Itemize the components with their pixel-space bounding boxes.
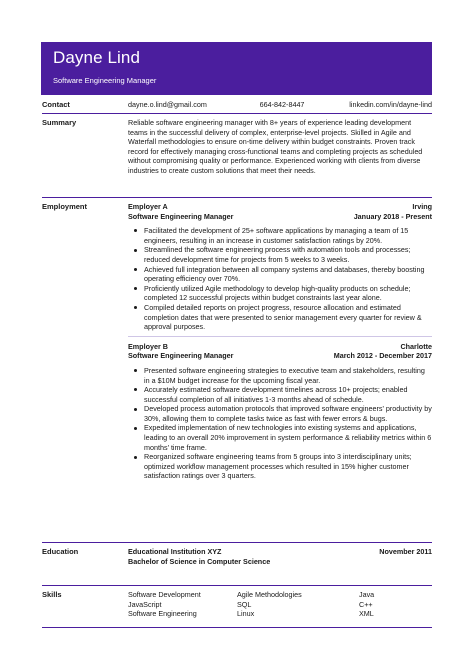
skill-item: Software Development [128,590,201,599]
employment-content [128,202,432,481]
employer-name: Employer B [128,341,168,351]
education-content [128,547,432,566]
skills-grid [128,590,432,619]
employment-label: Employment [42,202,88,211]
skill-item: Agile Methodologies [237,590,302,599]
bullet-item: Facilitated the development of 25+ software applications by managing a team of 15 engineers, resulting in an increase in customer satisfaction ratings by 20%. [128,226,432,245]
divider [42,113,432,114]
job-entry [128,342,432,481]
bullet-item: Reorganized software engineering teams from 5 groups into 3 interdisciplinary units; optimized workflow management processes which resulted in 15% higher customer satisfaction ratings over 3 quarters. [128,452,432,481]
job-role: Software Engineering Manager [128,351,234,361]
skill-item: Software Engineering [128,609,197,619]
institution-name: Educational Institution XYZ [128,547,222,556]
skills-label: Skills [42,590,62,599]
skill-item: Linux [237,609,255,619]
job-entry [128,202,432,332]
skills-column [237,590,359,619]
divider [42,585,432,586]
summary-label: Summary [42,118,77,127]
job-dates: January 2018 - Present [353,211,432,221]
skill-item: C++ [359,599,373,609]
contact-section [42,100,432,112]
bullet-item: Achieved full integration between all company systems and databases, thereby boosting operating efficiency over 70%. [128,265,432,284]
summary-section [42,118,432,195]
bullet-item: Compiled detailed reports on project progress, resource allocation and estimated completion dates that were presented to senior management every quarter for review & approval purposes. [128,303,432,332]
email-link[interactable]: dayne.o.lind@gmail.com [128,100,207,109]
phone-text: 664-842-8447 [259,100,305,109]
skill-item: Java [359,590,375,599]
skill-item: XML [359,609,374,619]
skills-column [359,590,432,619]
candidate-name: Dayne Lind [53,48,141,67]
divider [42,542,432,543]
divider [42,627,432,628]
education-date: November 2011 [379,547,432,556]
divider [42,197,432,198]
employer-name: Employer A [128,202,168,211]
employment-section [42,202,432,539]
job-divider [128,336,432,337]
contact-row [128,100,432,110]
job-bullets [128,366,432,481]
bullet-item: Expedited implementation of new technologies into existing systems and applications, leading to an overall 20% improvement in system performance & reliability metrics within 6 months' time frame. [128,423,432,452]
degree-name: Bachelor of Science in Computer Science [128,556,271,566]
resume-header [41,42,432,95]
skills-section [42,590,432,622]
bullet-item: Presented software engineering strategies to executive team and stakeholders, resulting in a $10M budget increase for the upcoming fiscal year. [128,366,432,385]
linkedin-link[interactable]: linkedin.com/in/dayne-lind [349,100,432,109]
job-location: Charlotte [400,341,432,351]
bullet-item: Streamlined the software engineering process with automation tools and processes; reduced development time for projects from 5 weeks to 3 weeks. [128,245,432,264]
skill-item: JavaScript [128,599,162,609]
job-location: Irving [412,202,432,211]
bullet-item: Proficiently utilized Agile methodology to develop high-quality products on schedule; completed 12 successful projects within budget constraints last year alone. [128,284,432,303]
bullet-item: Developed process automation protocols that improved software engineers' productivity by 30%, allowing them to complete tasks twice as fast with fewer errors & bugs. [128,404,432,423]
skill-item: SQL [237,599,252,609]
candidate-title: Software Engineering Manager [53,76,157,85]
education-section [42,547,432,583]
job-bullets [128,226,432,332]
contact-label: Contact [42,100,70,109]
bullet-item: Accurately estimated software development timelines across 10+ projects; enabled successful completion of all initiatives 1-3 months ahead of schedule. [128,385,432,404]
education-label: Education [42,547,79,556]
summary-text: Reliable software engineering manager with 8+ years of experience leading development teams in the successful delivery of complex, enterprise-level projects. Skilled in Agile and Waterfall methodologies to ensure on-time delivery within budget constraints. Proven track record for effectively managing cross-functional teams and completing projects as scheduled without compromising quality or performance. Experienced working with clients from diverse industries to create custom solutions that meet their needs. [128,118,423,175]
job-dates: March 2012 - December 2017 [333,351,432,361]
skills-column [128,590,237,619]
job-role: Software Engineering Manager [128,211,234,221]
